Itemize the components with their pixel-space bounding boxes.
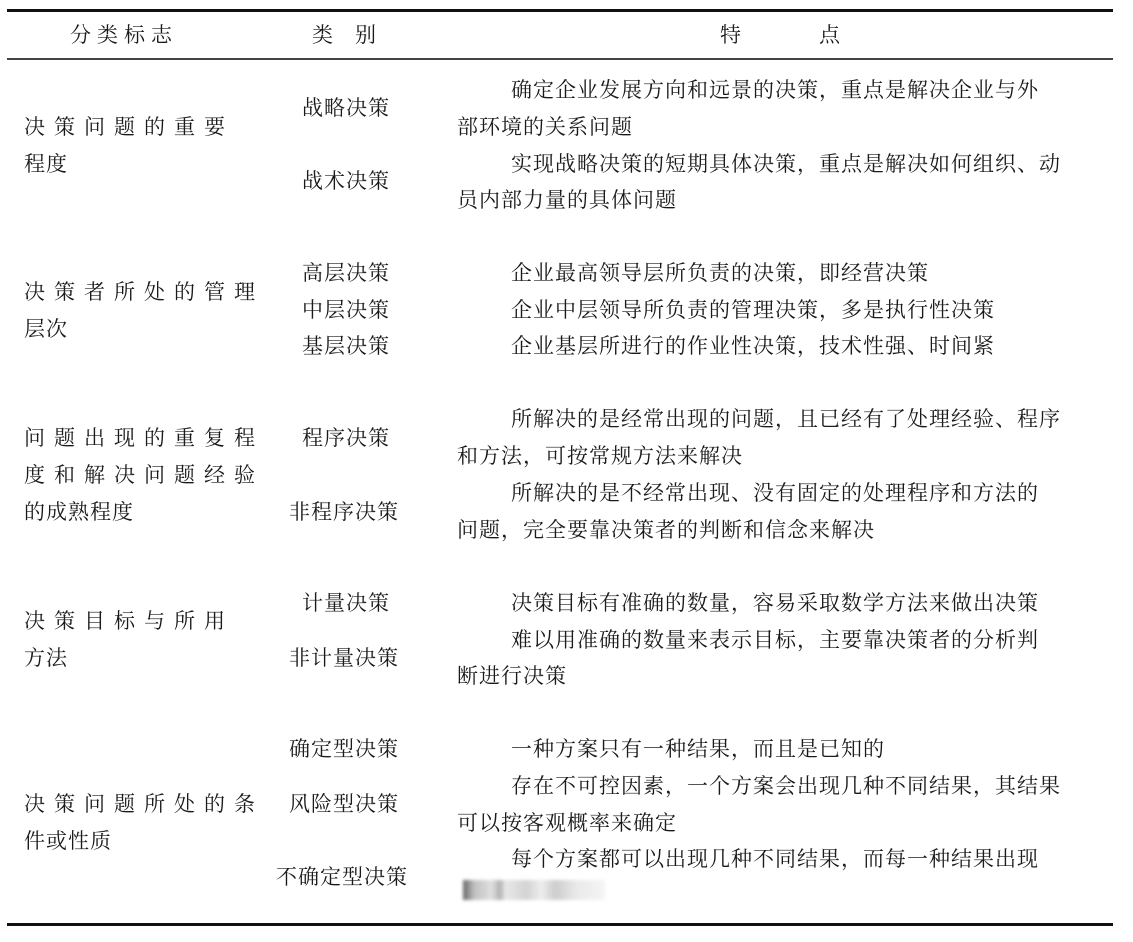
feature-line: 存在不可控因素，一个方案会出现几种不同结果，其结果 — [511, 774, 1061, 798]
category-basis-line: 的成熟程度 — [24, 500, 134, 524]
category-basis-line: 决策问题所处的条 — [24, 792, 264, 816]
category-basis-line: 程度 — [24, 152, 68, 176]
type-label: 确定型决策 — [289, 737, 399, 761]
type-label: 程序决策 — [302, 426, 390, 450]
feature-line: 难以用准确的数量来表示目标，主要靠决策者的分析判 — [511, 628, 1039, 652]
feature-line: 每个方案都可以出现几种不同结果，而每一种结果出现 — [511, 847, 1039, 871]
category-basis-line: 决策者所处的管理 — [24, 280, 264, 304]
feature-line: 一种方案只有一种结果，而且是已知的 — [511, 737, 885, 761]
type-label: 非程序决策 — [289, 500, 399, 524]
feature-line: 企业中层领导所负责的管理决策，多是执行性决策 — [511, 298, 995, 322]
feature-line: 企业最高领导层所负责的决策，即经营决策 — [511, 261, 929, 285]
feature-line: 所解决的是经常出现的问题，且已经有了处理经验、程序 — [511, 407, 1061, 431]
type-label: 战术决策 — [302, 169, 390, 193]
feature-line: 和方法，可按常规方法来解决 — [457, 444, 743, 468]
header-category-basis: 分类标志 — [70, 23, 178, 47]
header-features: 特点 — [720, 23, 918, 47]
category-basis-line: 问题出现的重复程 — [24, 426, 264, 450]
feature-line: 确定企业发展方向和远景的决策，重点是解决企业与外 — [511, 78, 1039, 102]
category-basis-line: 度和解决问题经验 — [24, 463, 264, 487]
feature-line: 员内部力量的具体问题 — [457, 188, 677, 212]
type-label: 不确定型决策 — [276, 865, 408, 889]
type-label: 基层决策 — [302, 334, 390, 358]
bottom-rule — [7, 923, 1113, 926]
feature-line: 企业基层所进行的作业性决策，技术性强、时间紧 — [511, 334, 995, 358]
category-basis-line: 件或性质 — [24, 829, 112, 853]
feature-line: 问题，完全要靠决策者的判断和信念来解决 — [457, 518, 875, 542]
feature-line: 可以按客观概率来确定 — [457, 811, 677, 835]
type-label: 计量决策 — [302, 591, 390, 615]
category-basis-line: 决策目标与所用 — [24, 609, 234, 633]
category-basis-line: 方法 — [24, 646, 68, 670]
header-type: 类别 — [312, 23, 398, 47]
top-rule — [7, 9, 1113, 12]
feature-line: 所解决的是不经常出现、没有固定的处理程序和方法的 — [511, 481, 1039, 505]
type-label: 风险型决策 — [289, 792, 399, 816]
feature-line: 部环境的关系问题 — [457, 115, 633, 139]
type-label: 高层决策 — [302, 261, 390, 285]
type-label: 中层决策 — [302, 298, 390, 322]
feature-line: 决策目标有准确的数量，容易采取数学方法来做出决策 — [511, 591, 1039, 615]
header-rule — [7, 58, 1113, 60]
type-label: 非计量决策 — [289, 646, 399, 670]
category-basis-line: 决策问题的重要 — [24, 115, 234, 139]
feature-line: 实现战略决策的短期具体决策，重点是解决如何组织、动 — [511, 152, 1061, 176]
category-basis-line: 层次 — [24, 317, 68, 341]
feature-line: 断进行决策 — [457, 664, 567, 688]
type-label: 战略决策 — [302, 96, 390, 120]
obscured-text-region — [463, 880, 605, 900]
